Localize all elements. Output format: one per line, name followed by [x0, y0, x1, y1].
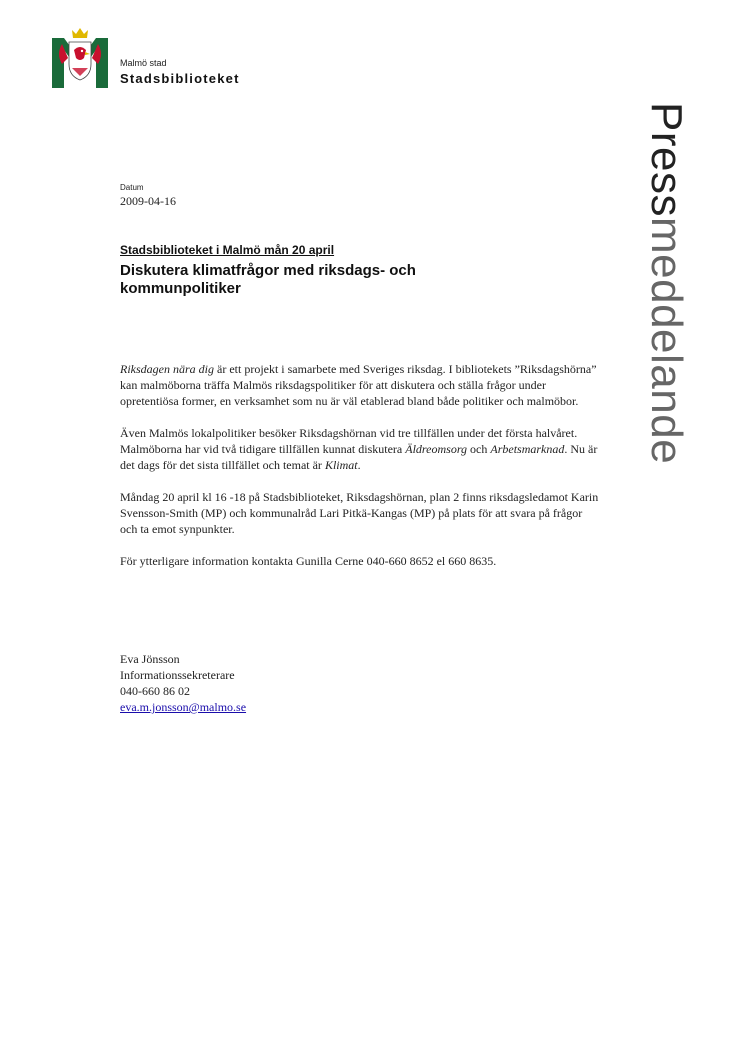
p2-text-d: . [357, 458, 361, 472]
signature-phone: 040-660 86 02 [120, 684, 190, 698]
p1-project-name: Riksdagen nära dig [120, 362, 214, 376]
p2-text-c: . Nu är det dags för det sista tillfället och temat är [120, 442, 598, 472]
paragraph-3: Måndag 20 april kl 16 -18 på Stadsbiblioteket, Riksdagshörnan, plan 2 finns riksdagsledamot Karin Svensson-Smith (MP) och kommunalråd Lari Pitkä-Kangas (MP) på plats för att svara på frågor och ta emot synpunkter. [120, 490, 599, 536]
org-name-big: Stadsbiblioteket [120, 71, 240, 86]
body-text [120, 361, 600, 585]
signature [120, 651, 246, 715]
p2-text-b: och [467, 442, 491, 456]
kicker: Stadsbiblioteket i Malmö mån 20 april [120, 243, 335, 257]
paragraph-1 [120, 361, 600, 409]
p2-topic-2: Arbetsmarknad [490, 442, 565, 456]
p2-text-a: Även Malmös lokalpolitiker besöker Riksdagshörnan vid tre tillfällen under det första halvåret. Malmöborna har vid två tidigare tillfällen kunnat diskutera [120, 426, 578, 456]
p2-topic-1: Äldreomsorg [405, 442, 468, 456]
side-label-meddelande: meddelande [642, 216, 691, 465]
signature-name: Eva Jönsson [120, 652, 180, 666]
malmo-coat-of-arms-icon [52, 24, 108, 88]
p1-text: är ett projekt i samarbete med Sveriges riksdag. I bibliotekets ”Riksdagshörna” kan malmöborna träffa Malmös riksdagspolitiker för att diskutera och ställa frågor under opretentiösa former, en verksamhet som nu är väl etablerad bland både politiker och malmöbor. [120, 362, 597, 408]
org-name-small: Malmö stad [120, 58, 167, 68]
pressmeddelande-side-label [642, 102, 691, 465]
paragraph-2 [120, 425, 600, 473]
p2-topic-3: Klimat [324, 458, 358, 472]
date-label: Datum [120, 183, 144, 192]
signature-email-link[interactable]: eva.m.jonsson@malmo.se [120, 700, 247, 714]
headline: Diskutera klimatfrågor med riksdags- och kommunpolitiker [120, 262, 416, 297]
signature-title: Informationssekreterare [120, 668, 235, 682]
date-value: 2009-04-16 [120, 194, 176, 208]
side-label-press: Press [642, 102, 691, 217]
paragraph-4: För ytterligare information kontakta Gunilla Cerne 040-660 8652 el 660 8635. [120, 554, 497, 568]
